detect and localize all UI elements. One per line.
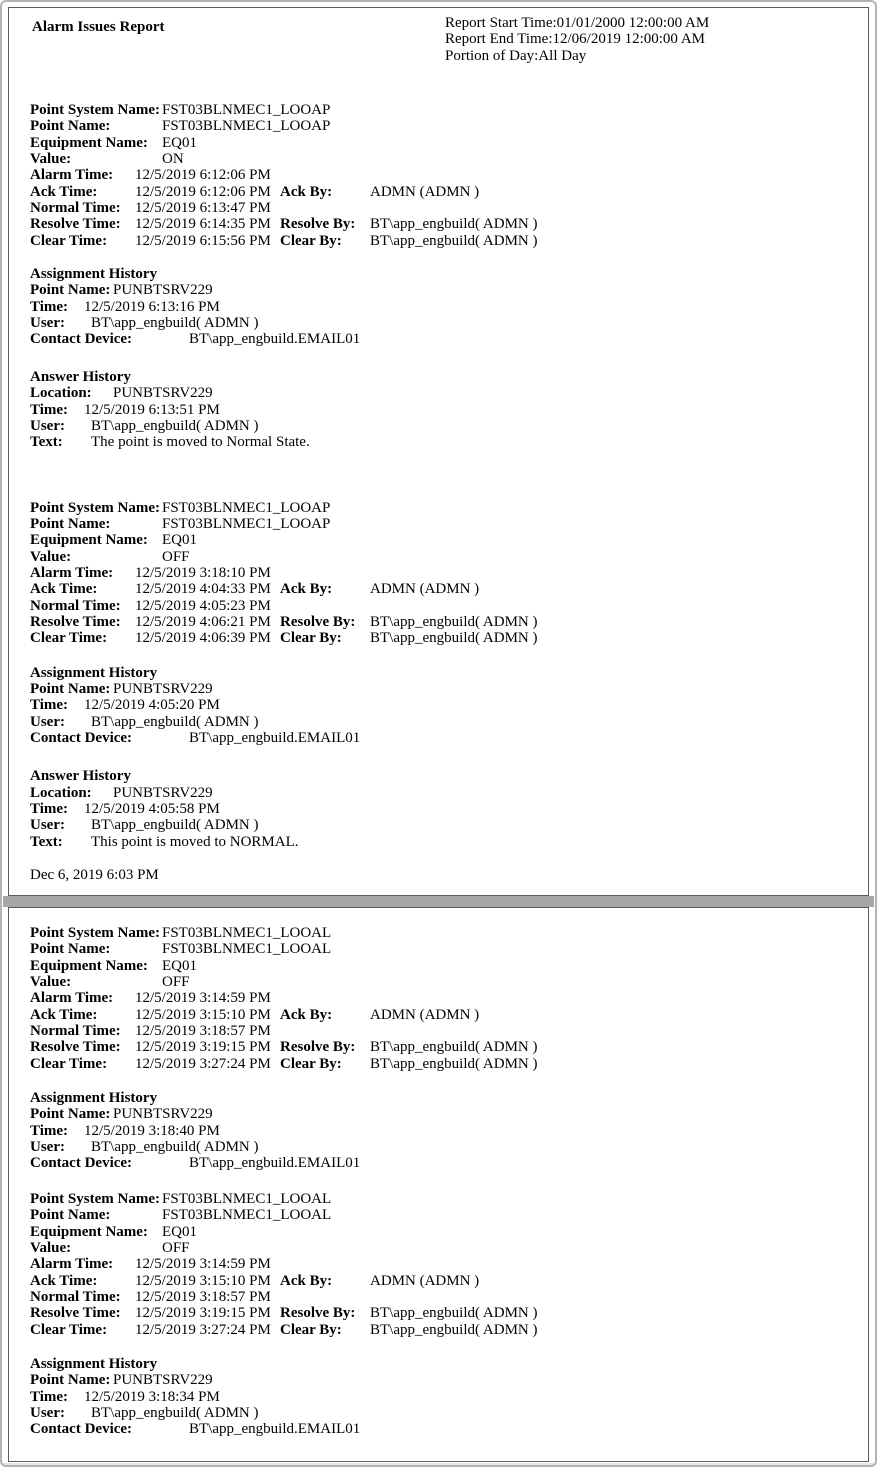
ack-time-value: 12/5/2019 3:15:10 PM xyxy=(135,1272,271,1289)
point-name-label: Point Name: xyxy=(30,941,111,958)
time-label: Time: xyxy=(30,801,69,818)
point-name-value: PUNBTSRV229 xyxy=(113,680,213,697)
assignment-point-name-row xyxy=(30,1106,858,1122)
time-value: 12/5/2019 6:13:16 PM xyxy=(84,298,220,315)
value-row xyxy=(30,151,858,167)
user-value: BT\app_engbuild( ADMN ) xyxy=(91,315,259,332)
location-label: Location: xyxy=(30,385,92,402)
assignment-history-2 xyxy=(30,665,858,747)
normal-time-value: 12/5/2019 6:13:47 PM xyxy=(135,200,271,217)
alarm-record-3 xyxy=(30,925,858,1072)
contact-device-value: BT\app_engbuild.EMAIL01 xyxy=(189,331,361,348)
text-value: This point is moved to NORMAL. xyxy=(91,833,299,850)
ack-time-row xyxy=(30,184,858,200)
resolve-time-row xyxy=(30,1305,858,1321)
time-label: Time: xyxy=(30,1388,69,1405)
ack-time-value: 12/5/2019 3:15:10 PM xyxy=(135,1006,271,1023)
answer-text-row xyxy=(30,834,858,850)
normal-time-row xyxy=(30,200,858,216)
alarm-time-label: Alarm Time: xyxy=(30,990,114,1007)
point-system-name-value: FST03BLNMEC1_LOOAL xyxy=(162,925,332,941)
point-system-name-value: FST03BLNMEC1_LOOAP xyxy=(162,102,331,118)
answer-time-row xyxy=(30,402,858,418)
time-label: Time: xyxy=(30,697,69,714)
answer-text-row xyxy=(30,434,858,450)
time-value: 12/5/2019 4:05:20 PM xyxy=(84,697,220,714)
point-name-value: FST03BLNMEC1_LOOAP xyxy=(162,515,331,532)
report-meta xyxy=(445,15,709,64)
value-row xyxy=(30,974,858,990)
clear-time-value: 12/5/2019 4:06:39 PM xyxy=(135,630,271,647)
ack-time-value: 12/5/2019 4:04:33 PM xyxy=(135,581,271,598)
answer-history-heading: Answer History xyxy=(30,368,131,385)
value-value: OFF xyxy=(162,974,190,991)
equipment-name-row xyxy=(30,958,858,974)
assignment-point-name-row xyxy=(30,681,858,697)
report-page-1 xyxy=(8,7,869,896)
resolve-time-label: Resolve Time: xyxy=(30,1039,121,1056)
point-name-label: Point Name: xyxy=(30,118,111,135)
page-3-gap-preview xyxy=(3,1463,874,1467)
answer-history-heading: Answer History xyxy=(30,768,131,785)
value-label: Value: xyxy=(30,151,72,168)
clear-time-row xyxy=(30,233,858,249)
assignment-history-4 xyxy=(30,1356,858,1438)
point-system-name-label: Point System Name: xyxy=(30,102,160,118)
user-label: User: xyxy=(30,817,65,834)
text-value: The point is moved to Normal State. xyxy=(91,434,310,451)
location-label: Location: xyxy=(30,784,92,801)
equipment-name-value: EQ01 xyxy=(162,957,197,974)
contact-device-value: BT\app_engbuild.EMAIL01 xyxy=(189,1155,361,1172)
point-name-label: Point Name: xyxy=(30,680,111,697)
ack-time-row xyxy=(30,581,858,597)
point-system-name-row xyxy=(30,500,858,516)
clear-by-value: BT\app_engbuild( ADMN ) xyxy=(370,1055,538,1072)
value-label: Value: xyxy=(30,548,72,565)
text-label: Text: xyxy=(30,833,63,850)
user-label: User: xyxy=(30,417,65,434)
point-name-row xyxy=(30,118,858,134)
ack-by-label: Ack By: xyxy=(280,1006,333,1023)
ack-time-row xyxy=(30,1007,858,1023)
time-value: 12/5/2019 4:05:58 PM xyxy=(84,801,220,818)
answer-history-2 xyxy=(30,768,858,850)
resolve-time-value: 12/5/2019 3:19:15 PM xyxy=(135,1305,271,1322)
ack-by-value: ADMN (ADMN ) xyxy=(370,581,480,598)
time-label: Time: xyxy=(30,401,69,418)
user-label: User: xyxy=(30,1139,65,1156)
ack-by-value: ADMN (ADMN ) xyxy=(370,183,480,200)
contact-device-value: BT\app_engbuild.EMAIL01 xyxy=(189,1421,361,1438)
equipment-name-label: Equipment Name: xyxy=(30,957,148,974)
assignment-point-name-row xyxy=(30,282,858,298)
normal-time-label: Normal Time: xyxy=(30,1288,121,1305)
normal-time-value: 12/5/2019 3:18:57 PM xyxy=(135,1023,271,1040)
value-row xyxy=(30,1240,858,1256)
alarm-record-1 xyxy=(30,102,858,249)
report-page-2 xyxy=(8,907,869,1462)
resolve-by-value: BT\app_engbuild( ADMN ) xyxy=(370,216,538,233)
point-system-name-row xyxy=(30,102,858,118)
resolve-by-label: Resolve By: xyxy=(280,613,356,630)
assignment-history-heading: Assignment History xyxy=(30,1090,158,1107)
resolve-time-value: 12/5/2019 4:06:21 PM xyxy=(135,613,271,630)
time-label: Time: xyxy=(30,1122,69,1139)
alarm-time-value: 12/5/2019 3:18:10 PM xyxy=(135,564,271,581)
assignment-contact-device-row xyxy=(30,1155,858,1171)
clear-by-value: BT\app_engbuild( ADMN ) xyxy=(370,630,538,647)
normal-time-label: Normal Time: xyxy=(30,200,121,217)
normal-time-row xyxy=(30,1289,858,1305)
ack-time-label: Ack Time: xyxy=(30,1272,98,1289)
assignment-contact-device-row xyxy=(30,331,858,347)
alarm-time-value: 12/5/2019 6:12:06 PM xyxy=(135,167,271,184)
clear-time-label: Clear Time: xyxy=(30,232,108,249)
point-name-value: PUNBTSRV229 xyxy=(113,1106,213,1123)
ack-by-label: Ack By: xyxy=(280,1272,333,1289)
alarm-time-value: 12/5/2019 3:14:59 PM xyxy=(135,990,271,1007)
alarm-time-row xyxy=(30,990,858,1006)
alarm-time-row xyxy=(30,1256,858,1272)
point-system-name-row xyxy=(30,1191,858,1207)
resolve-time-row xyxy=(30,216,858,232)
point-system-name-row xyxy=(30,925,858,941)
resolve-by-value: BT\app_engbuild( ADMN ) xyxy=(370,613,538,630)
point-name-value: FST03BLNMEC1_LOOAL xyxy=(162,941,332,958)
point-name-label: Point Name: xyxy=(30,282,111,299)
resolve-by-value: BT\app_engbuild( ADMN ) xyxy=(370,1305,538,1322)
page-separator xyxy=(3,896,874,907)
user-value: BT\app_engbuild( ADMN ) xyxy=(91,1139,259,1156)
assignment-contact-device-row xyxy=(30,1421,858,1437)
answer-user-row xyxy=(30,418,858,434)
value-label: Value: xyxy=(30,974,72,991)
equipment-name-label: Equipment Name: xyxy=(30,1223,148,1240)
resolve-by-label: Resolve By: xyxy=(280,1305,356,1322)
equipment-name-value: EQ01 xyxy=(162,532,197,549)
equipment-name-row xyxy=(30,1224,858,1240)
point-name-label: Point Name: xyxy=(30,1372,111,1389)
resolve-by-value: BT\app_engbuild( ADMN ) xyxy=(370,1039,538,1056)
resolve-time-label: Resolve Time: xyxy=(30,613,121,630)
resolve-time-value: 12/5/2019 3:19:15 PM xyxy=(135,1039,271,1056)
clear-time-row xyxy=(30,630,858,646)
contact-device-label: Contact Device: xyxy=(30,1155,133,1172)
answer-history-1 xyxy=(30,369,858,451)
resolve-time-value: 12/5/2019 6:14:35 PM xyxy=(135,216,271,233)
resolve-time-label: Resolve Time: xyxy=(30,1305,121,1322)
alarm-time-row xyxy=(30,565,858,581)
value-label: Value: xyxy=(30,1239,72,1256)
ack-by-label: Ack By: xyxy=(280,581,333,598)
clear-by-label: Clear By: xyxy=(280,1321,342,1338)
point-name-value: PUNBTSRV229 xyxy=(113,282,213,299)
point-name-row xyxy=(30,1207,858,1223)
point-system-name-label: Point System Name: xyxy=(30,925,160,941)
resolve-by-label: Resolve By: xyxy=(280,1039,356,1056)
user-label: User: xyxy=(30,713,65,730)
time-value: 12/5/2019 3:18:40 PM xyxy=(84,1122,220,1139)
assignment-user-row xyxy=(30,1405,858,1421)
user-value: BT\app_engbuild( ADMN ) xyxy=(91,713,259,730)
equipment-name-row xyxy=(30,135,858,151)
contact-device-label: Contact Device: xyxy=(30,1421,133,1438)
contact-device-value: BT\app_engbuild.EMAIL01 xyxy=(189,730,361,746)
answer-location-row xyxy=(30,785,858,801)
assignment-contact-device-row xyxy=(30,730,858,746)
assignment-time-row xyxy=(30,1123,858,1139)
normal-time-label: Normal Time: xyxy=(30,597,121,614)
clear-time-label: Clear Time: xyxy=(30,630,108,647)
alarm-time-label: Alarm Time: xyxy=(30,167,114,184)
resolve-time-row xyxy=(30,614,858,630)
ack-time-value: 12/5/2019 6:12:06 PM xyxy=(135,183,271,200)
ack-by-value: ADMN (ADMN ) xyxy=(370,1006,480,1023)
alarm-time-row xyxy=(30,167,858,183)
clear-by-label: Clear By: xyxy=(280,1055,342,1072)
user-label: User: xyxy=(30,1404,65,1421)
report-end-time: Report End Time:12/06/2019 12:00:00 AM xyxy=(445,31,706,48)
text-label: Text: xyxy=(30,434,63,451)
resolve-by-label: Resolve By: xyxy=(280,216,356,233)
assignment-time-row xyxy=(30,1389,858,1405)
answer-location-row xyxy=(30,385,858,401)
ack-by-value: ADMN (ADMN ) xyxy=(370,1272,480,1289)
point-name-label: Point Name: xyxy=(30,515,111,532)
location-value: PUNBTSRV229 xyxy=(113,385,213,402)
value-value: OFF xyxy=(162,1239,190,1256)
clear-time-row xyxy=(30,1056,858,1072)
clear-time-value: 12/5/2019 6:15:56 PM xyxy=(135,232,271,249)
clear-time-label: Clear Time: xyxy=(30,1055,108,1072)
clear-time-row xyxy=(30,1322,858,1338)
point-name-label: Point Name: xyxy=(30,1106,111,1123)
alarm-time-label: Alarm Time: xyxy=(30,1256,114,1273)
user-value: BT\app_engbuild( ADMN ) xyxy=(91,817,259,834)
assignment-user-row xyxy=(30,315,858,331)
assignment-history-heading: Assignment History xyxy=(30,266,158,283)
ack-time-row xyxy=(30,1273,858,1289)
alarm-record-2 xyxy=(30,500,858,647)
assignment-history-3 xyxy=(30,1090,858,1172)
assignment-history-heading: Assignment History xyxy=(30,1355,158,1372)
assignment-time-row xyxy=(30,299,858,315)
user-value: BT\app_engbuild( ADMN ) xyxy=(91,1404,259,1421)
value-value: OFF xyxy=(162,548,190,565)
point-name-row xyxy=(30,516,858,532)
point-system-name-value: FST03BLNMEC1_LOOAL xyxy=(162,1190,332,1207)
point-system-name-value: FST03BLNMEC1_LOOAP xyxy=(162,499,331,516)
point-name-label: Point Name: xyxy=(30,1207,111,1224)
point-system-name-label: Point System Name: xyxy=(30,499,160,516)
point-name-value: FST03BLNMEC1_LOOAP xyxy=(162,118,331,135)
report-title: Alarm Issues Report xyxy=(32,19,165,35)
assignment-point-name-row xyxy=(30,1372,858,1388)
clear-by-label: Clear By: xyxy=(280,630,342,647)
normal-time-row xyxy=(30,598,858,614)
clear-by-label: Clear By: xyxy=(280,232,342,249)
assignment-user-row xyxy=(30,714,858,730)
alarm-time-label: Alarm Time: xyxy=(30,564,114,581)
ack-time-label: Ack Time: xyxy=(30,1006,98,1023)
point-name-value: PUNBTSRV229 xyxy=(113,1372,213,1389)
answer-user-row xyxy=(30,817,858,833)
time-label: Time: xyxy=(30,298,69,315)
clear-time-value: 12/5/2019 3:27:24 PM xyxy=(135,1321,271,1338)
point-name-value: FST03BLNMEC1_LOOAL xyxy=(162,1207,332,1224)
resolve-time-label: Resolve Time: xyxy=(30,216,121,233)
clear-time-value: 12/5/2019 3:27:24 PM xyxy=(135,1055,271,1072)
location-value: PUNBTSRV229 xyxy=(113,784,213,801)
contact-device-label: Contact Device: xyxy=(30,331,133,348)
user-value: BT\app_engbuild( ADMN ) xyxy=(91,417,259,434)
report-start-time: Report Start Time:01/01/2000 12:00:00 AM xyxy=(445,15,710,31)
value-row xyxy=(30,549,858,565)
alarm-record-4 xyxy=(30,1191,858,1338)
normal-time-value: 12/5/2019 3:18:57 PM xyxy=(135,1288,271,1305)
normal-time-value: 12/5/2019 4:05:23 PM xyxy=(135,597,271,614)
resolve-time-row xyxy=(30,1039,858,1055)
assignment-history-heading: Assignment History xyxy=(30,664,158,681)
point-system-name-label: Point System Name: xyxy=(30,1190,160,1207)
equipment-name-label: Equipment Name: xyxy=(30,134,148,151)
clear-time-label: Clear Time: xyxy=(30,1321,108,1338)
point-name-row xyxy=(30,941,858,957)
assignment-history-1 xyxy=(30,266,858,348)
normal-time-label: Normal Time: xyxy=(30,1023,121,1040)
time-value: 12/5/2019 3:18:34 PM xyxy=(84,1388,220,1405)
normal-time-row xyxy=(30,1023,858,1039)
answer-time-row xyxy=(30,801,858,817)
clear-by-value: BT\app_engbuild( ADMN ) xyxy=(370,1321,538,1338)
equipment-name-value: EQ01 xyxy=(162,1223,197,1240)
ack-by-label: Ack By: xyxy=(280,183,333,200)
ack-time-label: Ack Time: xyxy=(30,183,98,200)
ack-time-label: Ack Time: xyxy=(30,581,98,598)
equipment-name-label: Equipment Name: xyxy=(30,532,148,549)
clear-by-value: BT\app_engbuild( ADMN ) xyxy=(370,232,538,249)
portion-of-day: Portion of Day:All Day xyxy=(445,47,587,64)
assignment-time-row xyxy=(30,697,858,713)
equipment-name-value: EQ01 xyxy=(162,134,197,151)
time-value: 12/5/2019 6:13:51 PM xyxy=(84,401,220,418)
user-label: User: xyxy=(30,315,65,332)
contact-device-label: Contact Device: xyxy=(30,730,133,746)
equipment-name-row xyxy=(30,532,858,548)
alarm-time-value: 12/5/2019 3:14:59 PM xyxy=(135,1256,271,1273)
page-footer-timestamp: Dec 6, 2019 6:03 PM xyxy=(30,867,159,884)
value-value: ON xyxy=(162,151,184,168)
assignment-user-row xyxy=(30,1139,858,1155)
